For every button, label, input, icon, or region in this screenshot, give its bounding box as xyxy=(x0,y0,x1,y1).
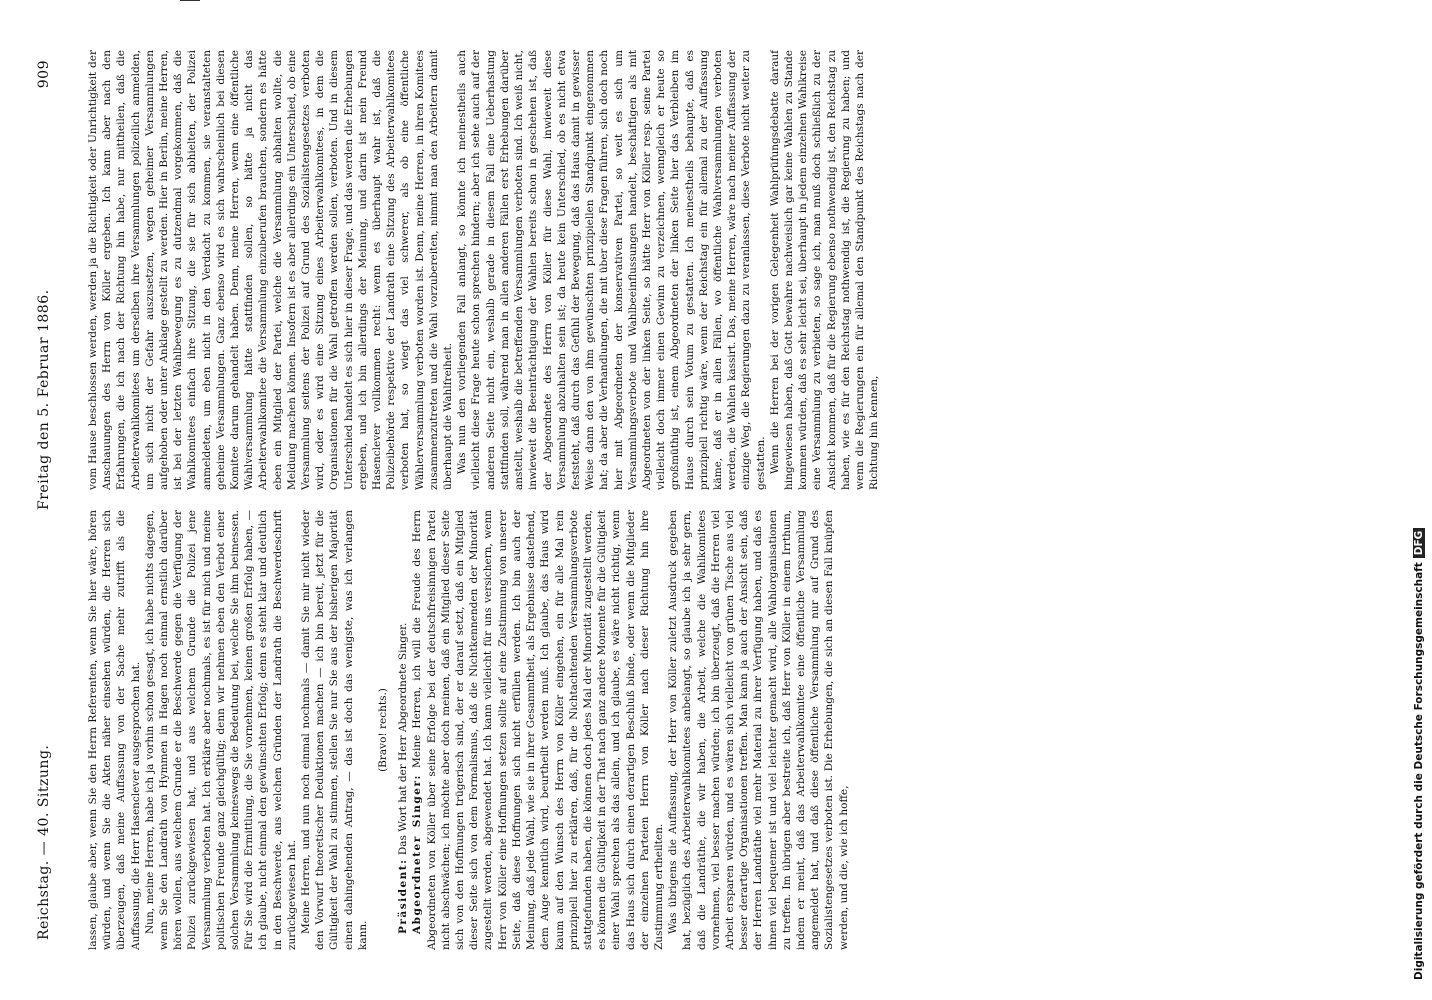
header-session: Reichstag. — 40. Sitzung. xyxy=(36,744,52,940)
speaker-label: Abgeordneter Singer: xyxy=(411,774,424,934)
right-column xyxy=(86,50,1406,490)
dfg-logo: DFG xyxy=(1413,528,1425,559)
paragraph xyxy=(396,510,410,950)
applause-note: (Bravo! rechts.) xyxy=(377,688,390,772)
digitization-credit xyxy=(1413,0,1429,980)
speaker-text: Das Wort hat der Herr Abgeordnete Singer. xyxy=(397,622,410,856)
page-number: 909 xyxy=(36,60,52,89)
paragraph: Wenn die Herren bei der vorigen Gelegenheit Wahlprüfungsdebatte darauf hingewiesen haben, daß Gott bewahre nachweislich gar keine Wahlen zu Stande kommen würden, daß es sehr leicht sei, überhaupt in jedem einzelnen Wahlkreise eine Versammlung zu verbieten, so sage ich, man muß doch schließlich zu der Ansicht kommen, daß für die Regierung ebenso nothwendig ist, den Reichstag zu haben, wie es für den Reichstag nothwendig ist, die Regierung zu haben; und wenn die Regierungen ein für allemal den Standpunkt des Reichstags nach der Richtung hin kennen, xyxy=(768,50,881,490)
paragraph: Was übrigens die Auffassung, der Herr von Köller zuletzt Ausdruck gegeben hat, bezüglich des Arbeiterwahlkomitees anbelangt, so glaube ich ja sehr gern, daß die Landräthe, die wir haben, die Arbeit, welche die Wahlkomitees vornehmen, viel besser machen würden; ich bin überzeugt, daß die Herren viel Arbeit ersparen würden, und es wären sich vielleicht von grünen Tische aus viel besser derartige Organisationen treffen. Man kann ja auch der Ansicht sein, daß der Herren Landräthe viel mehr Material zu ihrer Verfügung haben, und daß es ihnen viel bequemer ist und viel leichter gemacht wird, alle Wahlorganisationen zu treffen. Im übrigen aber bestreite ich, daß Herr von Köller in einem Irrthum, indem er meint, daß das Arbeiterwahlkomitee eine öffentliche Versammlung angemeldet hat, und daß diese öffentliche Versammlung nur auf Grund des Sozialistengesetzes verboten ist. Die Erhebungen, die sich an diesen Fall knüpfen werden, und die, wie ich hoffe, xyxy=(667,510,850,950)
paragraph: Meine Herren, und nun noch einmal nochmals — damit Sie mir nicht wieder den Vorwurf theoretischer Deduktionen machen — ich bin bereit, jetzt für die Gültigkeit der Wahl zu stimmen, stellen Sie nur Sie aus der bisherigen Majorität einen dahingehenden Antrag, — das ist doch das wenigste, was ich verlangen kann. xyxy=(300,510,369,950)
left-column xyxy=(86,510,1406,950)
paragraph xyxy=(410,510,666,950)
paragraph: vom Hause beschlossen werden, werden ja die Richtigkeit oder Unrichtigkeit der Anschauungen des Herrn von Köller ergeben. Ich kann aber nach den Erfahrungen, die ich nach der Richtung hin habe, nur mittheilen, daß die Arbeiterwahlkomitees um derselben ihre Versammlungen polizeilich anmelden, um sich nicht der Gefahr auszusetzen, wegen geheimer Versammlungen aufgehoben oder unter Anklage gestellt zu werden. Hier in Berlin, meine Herren, ist bei der letzten Wahlbewegung es zu dutzendmal vorgekommen, daß die Wahlkomitees einfach ihre Sitzung, die sie für sich abhielten, der Polizei anmeldeten, um eben nicht in den Verdacht zu kommen, sie veranstalteten geheime Versammlungen. Ganz ebenso wird es sich wahrscheinlich bei diesen Komitee darum gehandelt haben. Denn, meine Herren, wenn eine öffentliche Wahlversammlung hätte stattfinden sollen, so hätte ja nicht das Arbeiterwahlkomitee die Versammlung einzuberufen brauchen, sondern es hätte eben ein Mitglied der Partei, welche die Versammlung abhalten wollte, die Meldung machen können. Insofern ist es aber allerdings ein Unterschied, ob eine Versammlung seitens der Polizei auf Grund des Sozialistengesetzes verboten wird, oder es wird eine Sitzung eines Arbeiterwahlkomitees, in dem die Organisationen für die Wahl getroffen werden sollen, verboten. Und in diesem Unterschied handelt es sich hier in dieser Frage, und das werden die Erhebungen ergeben, und ich bin allerdings der Meinung, und darin ist mein Freund Hasenclever vollkommen recht: wenn es überhaupt wahr ist, daß die Polizeibehörde respektive der Landrath eine Sitzung des Arbeiterwahlkomitees verboten hat, so wiegt das viel schwerer, als ob eine öffentliche Wählerversammlung verboten worden ist. Denn, meine Herren, in ihren Komitees zusammenzutreten und die Wahl vorzubereiten, nimmt man den Arbeitern damit überhaupt die Wahlfreiheit. xyxy=(87,50,455,490)
paragraph: lassen, glaube aber, wenn Sie den Herrn Referenten, wenn Sie hier wäre, hören würden, und wenn Sie die Akten näher einsehen würden, die Herren sich überzeugen, daß meine Auffassung von der Sache mehr zutrifft als die Auffassung, die Herr Hasenclever ausgesprochen hat. xyxy=(87,510,142,950)
paragraph: Nun, meine Herren, habe ich ja vorhin schon gesagt, ich habe nichts dagegen, wenn Sie den Landrath von Hymmen in Hagen noch einmal ernstlich darüber hören wollen, aus welchem Grunde er die Beschwerde gegen die Verfügung der Polizei zurückgewiesen hat, und aus welchem Grunde die Polizei jene Versammlung verboten hat. Ich erkläre aber nochmals, es ist für mich und meine politischen Freunde ganz gleichgültig; denn wir nehmen eben den Verbot einer solchen Versammlung keineswegs die Bedeutung bei, welche Sie ihm beimessen. Für Sie wird die Ermittlung, die Sie vornehmen, keinen großen Erfolg haben, — ich glaube, nicht einmal den gewünschten Erfolg; denn es steht klar und deutlich in den Beschwerde, aus welchen Gründen der Landrath die Beschwerdeschrift zurückgewiesen hat. xyxy=(143,510,298,950)
page-header xyxy=(36,50,80,950)
credit-text: Digitalisierung gefördert durch die Deutsche Forschungsgemeinschaft xyxy=(1413,562,1425,980)
speaker-text: Meine Herren, ich will die Freude des Herrn Abgeordneten von Köller über seine Erfolge bei der deutschfreisinnigen Partei nicht abschwächen; ich möchte aber doch meinen, daß ein Mitglied dieser Seite sich von den Hoffnungen trügerisch sind, der er darauf setzt, daß ein Mitglied dieser Seite sich von dem Formalismus, daß die Nichtkennenden der Minorität zugestellt werden, abgewendet hat. Ich kann vielleicht für uns versichern, wenn Herr von Köller eine Hoffnungen setzen sollte auf eine Zustimmung von unserer Seite, daß diese Hoffnungen sich nicht erfüllen werden. Ich bin auch der Meinung, daß jede Wahl, wie sie in ihrer Gesammtheit, als Ergebnisse dastehend, dem Auge kenntlich wird, beurtheilt werden muß. Ich glaube, das Haus wird kaum auf den Wunsch des Herrn von Köller eingehen, ein für alle Mal rein prinzipiell hier zu erklären, daß, für die Nichtachtenden Versammlungsverbote stattgefunden haben, die können doch jedes Mal der Minorität zugestellt werden, es können die Gültigkeit in der That nach ganz andere Momente für die Gültigkeit einer Wahl sprechen als das allein, und ich glaube, es wäre nicht richtig, wenn das Haus sich durch einen derartigen Beschluß binde, oder wenn die Mitglieder der einzelnen Parteien Herrn von Köller nach dieser Richtung hin ihre Zustimmung ertheilten. xyxy=(411,510,665,950)
paragraph: Was nun den vorliegenden Fall anlangt, so könnte ich meinestheils auch vielleicht diese Frage heute schon sprechen hindern; aber ich sehe auch auf der anderen Seite nicht ein, weshalb gerade in diesem Fall eine Ueberhastung stattfinden soll, während man in allen anderen Fällen erst Erhebungen darüber anstellt, weshalb die betreffenden Versammlungen verboten sind. Ich weiß nicht, inwieweit die Beeinträchtigung der Wahlen bereits schon in geschehen ist, daß der Abgeordnete des Herrn von Köller für diese Wahl, inwieweit diese Versammlung abzuhalten sein ist; da heute kein Unterschied, ob es nicht etwa feststeht, daß durch das Gefühl der Bewegung, daß das Haus damit in gewisser Weise dann den von ihm gewünschten prinzipiellen Standpunkt eingenommen hat; da aber die Verhandlungen, die mit über diese Fragen führen, sich doch noch hier mit Abgeordneten der konservativen Partei, so weit es sich um Versammlungsverbote und Wahlbeeinflussungen handelt, beschäftigen als mit Abgeordneten von der linken Seite, so hätte Herr von Köller resp. seine Partei vielleicht doch immer einen Gewinn zu verzeichnen, wenngleich er heute so großmüthig ist, einem Abgeordneten der linken Seite hier das Verbleiben im Hause durch sein Votum zu gestatten. Ich meinestheils behaupte, daß es prinzipiell richtig wäre, wenn der Reichstag ein für allemal zu der Auffassung käme, daß er in allen Fällen, wo öffentliche Wahlversammlungen verboten werden, die Wahlen kassirt. Das, meine Herren, wäre nach meiner Auffassung der einzige Weg, die Regierungen dazu zu veranlassen, diese Verbote nicht weiter zu gestatten. xyxy=(456,50,767,490)
header-date: Freitag den 5. Februar 1886. xyxy=(36,289,52,510)
speaker-label: Präsident: xyxy=(397,858,410,934)
